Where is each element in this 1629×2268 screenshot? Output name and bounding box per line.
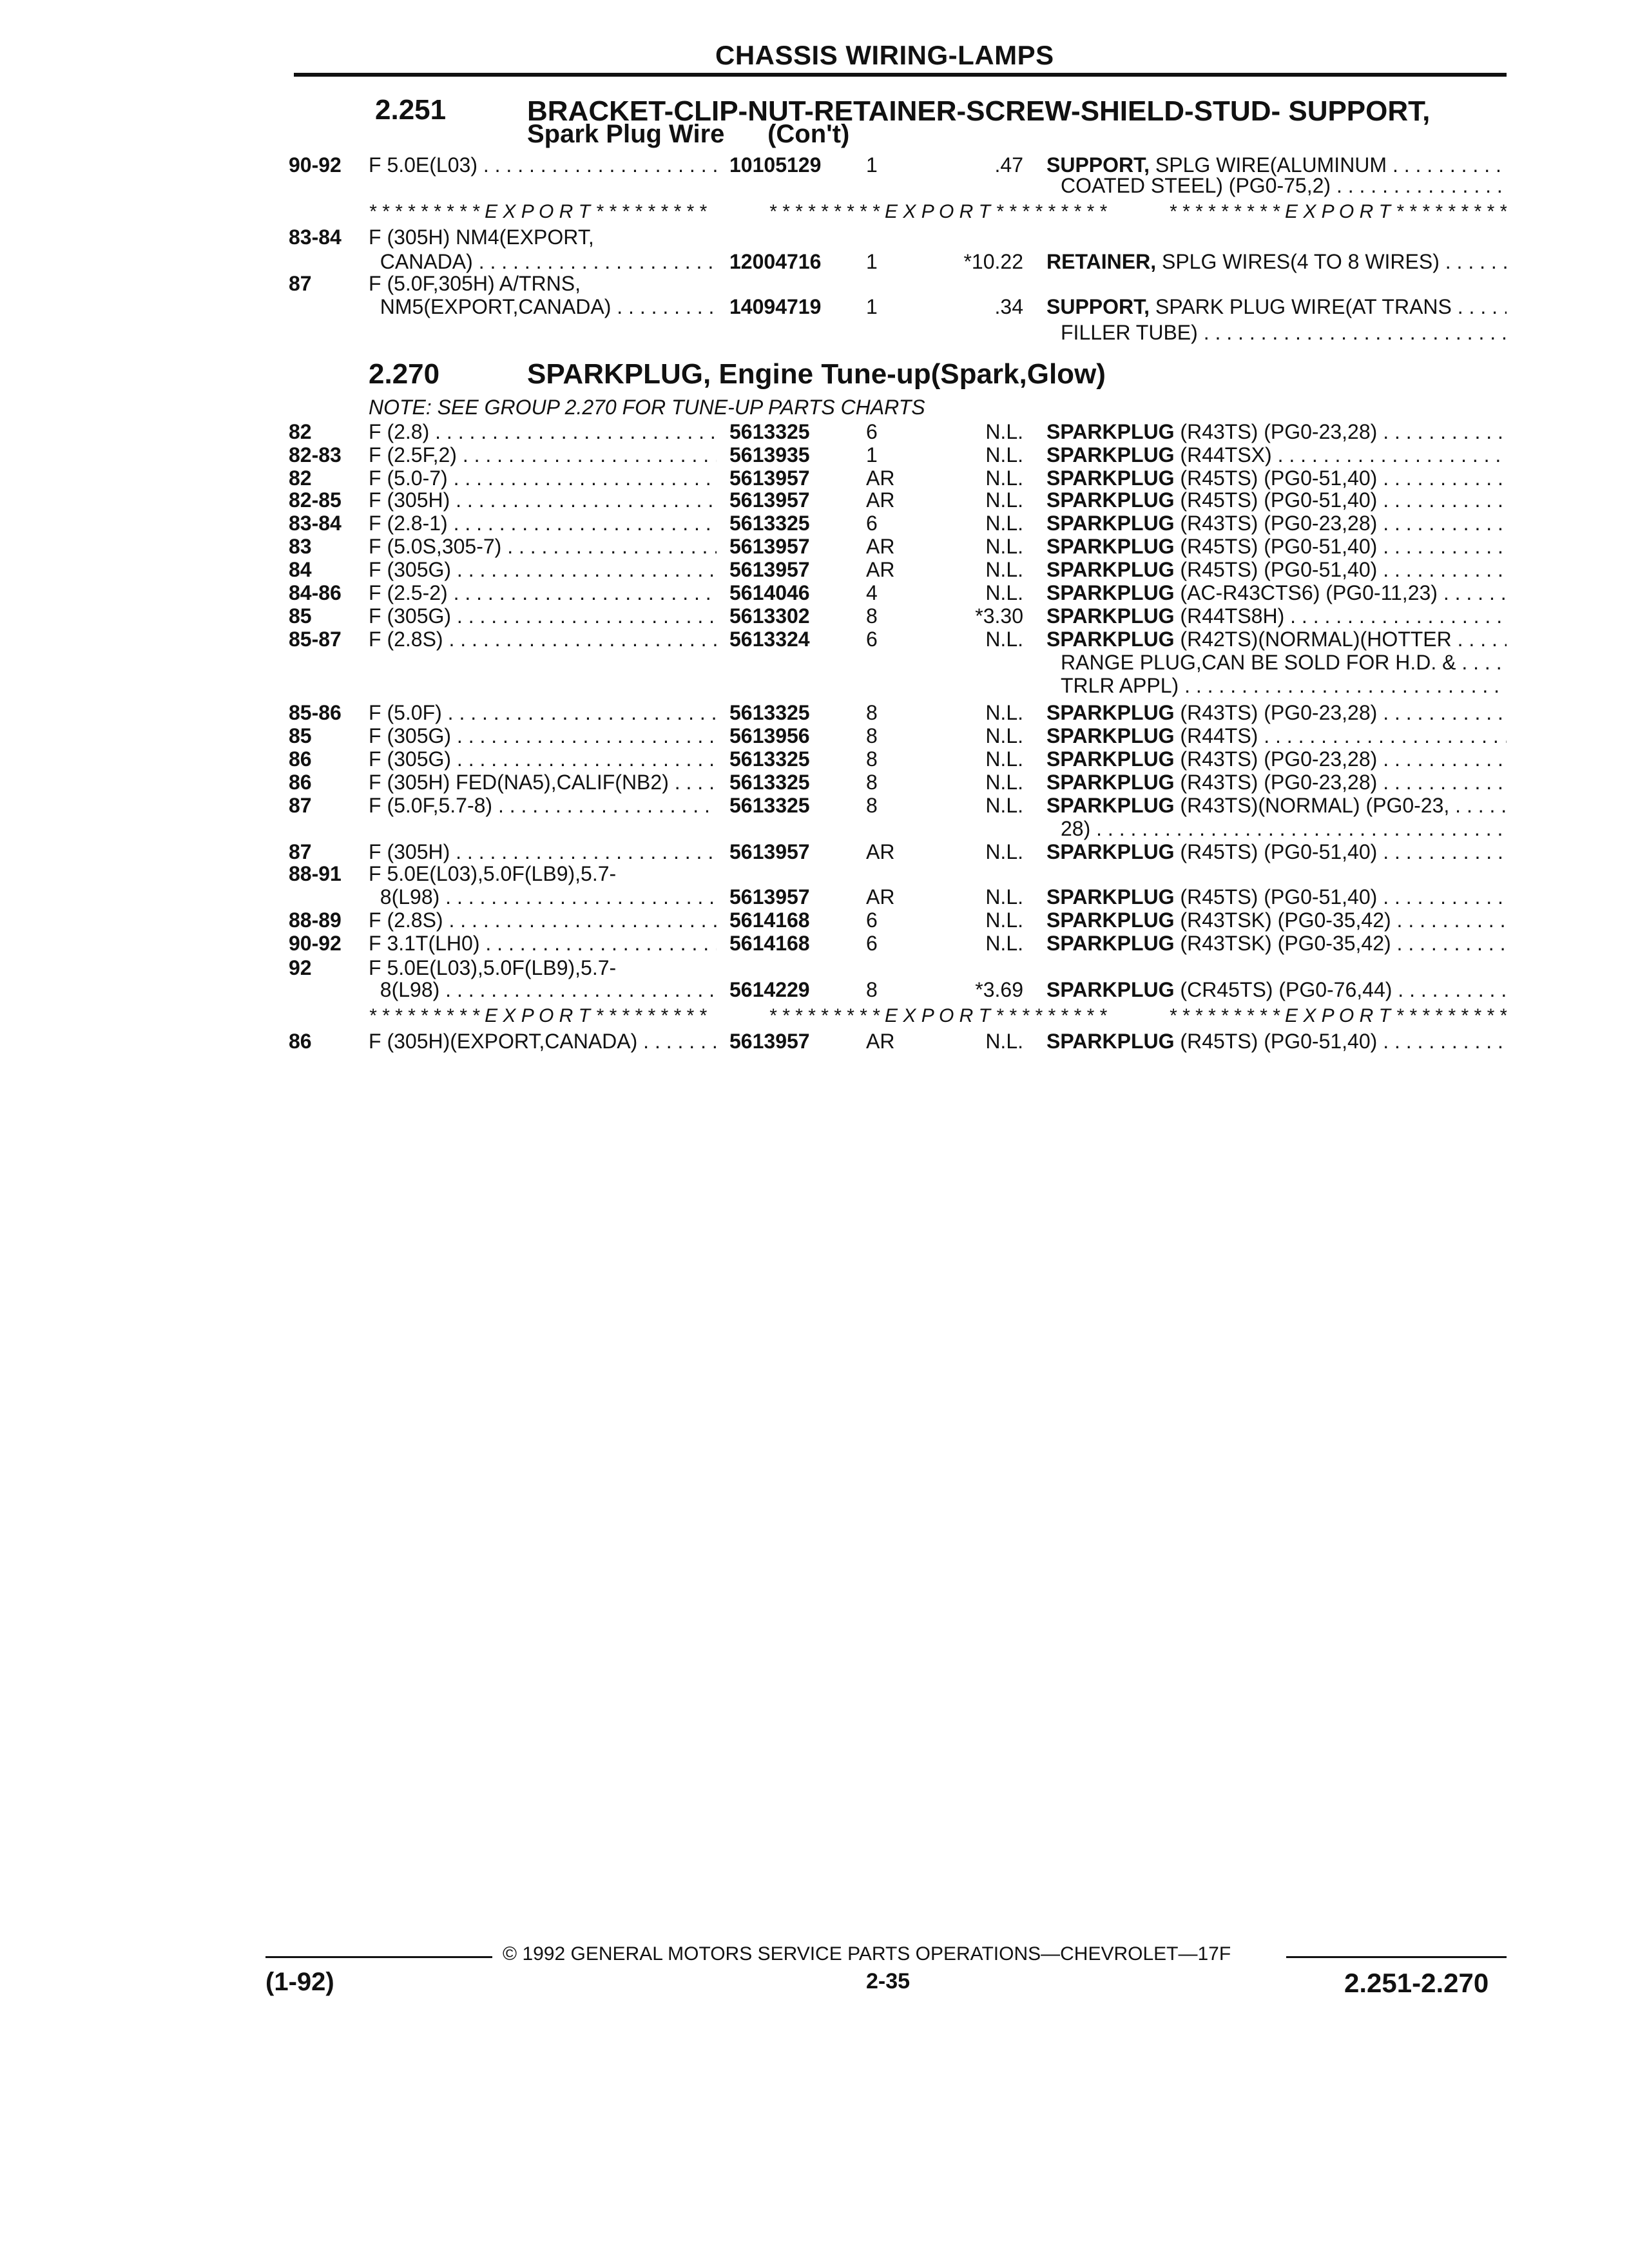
part-detail: (R43TS) (PG0-23,28) — [1174, 771, 1378, 794]
part-description — [1046, 512, 1507, 535]
part-row — [0, 628, 1629, 652]
export-label: * * * * * * * * * E X P O R T * * * * * * * * * — [1168, 201, 1507, 222]
footer-page-number: 2-35 — [866, 1969, 911, 1994]
model-years: 86 — [289, 771, 312, 794]
part-row — [0, 1030, 1629, 1054]
application-description: F (2.8-1) . . . — [369, 512, 717, 535]
part-detail: SPLG WIRES(4 TO 8 WIRES) — [1156, 250, 1440, 273]
part-description — [1046, 295, 1507, 319]
application-description: F 5.0E(L03) . . . — [369, 153, 717, 177]
price: N.L. — [985, 581, 1023, 604]
part-description-continued: RANGE PLUG,CAN BE SOLD FOR H.D. & . . . — [1061, 651, 1507, 675]
export-label: * * * * * * * * * E X P O R T * * * * * * * * * — [369, 1005, 707, 1026]
part-detail: SPARK PLUG WIRE(AT TRANS — [1150, 295, 1452, 318]
part-description — [1046, 932, 1507, 956]
page-header-title: CHASSIS WIRING-LAMPS — [715, 40, 1054, 70]
part-row — [0, 771, 1629, 795]
part-row — [0, 794, 1629, 818]
footer-section-range: 2.251-2.270 — [1344, 1968, 1489, 1998]
price: *3.30 — [975, 604, 1023, 628]
part-number: 5614229 — [729, 978, 810, 1001]
part-description — [1046, 1030, 1507, 1053]
model-years: 82-85 — [289, 488, 342, 512]
part-row — [0, 674, 1629, 698]
part-number: 5613325 — [729, 771, 810, 794]
part-row — [0, 535, 1629, 559]
price: *10.22 — [963, 250, 1023, 273]
model-years: 86 — [289, 747, 312, 771]
part-description-continued: COATED STEEL) (PG0-75,2) . . . — [1061, 174, 1507, 198]
model-years: 88-91 — [289, 862, 342, 885]
model-years: 84 — [289, 558, 312, 581]
part-number: 5613324 — [729, 628, 810, 651]
application-description: NM5(EXPORT,CANADA) . . . — [369, 295, 717, 319]
part-row — [0, 558, 1629, 582]
quantity: 1 — [866, 250, 878, 273]
part-detail: (R45TS) (PG0-51,40) — [1174, 1030, 1378, 1053]
export-divider — [369, 1005, 1507, 1028]
section-number: 2.251 — [375, 94, 447, 126]
application-description: F (305G) . . . — [369, 558, 717, 582]
part-row — [0, 272, 1629, 296]
part-number: 5613957 — [729, 466, 810, 490]
price: N.L. — [985, 466, 1023, 490]
quantity: 8 — [866, 604, 878, 628]
section-note: NOTE: SEE GROUP 2.270 FOR TUNE-UP PARTS CHARTS — [369, 396, 925, 419]
part-number: 5613325 — [729, 420, 810, 443]
part-number: 5613957 — [729, 885, 810, 908]
part-name: SUPPORT, — [1046, 295, 1150, 318]
part-row — [0, 443, 1629, 468]
application-description: F (305H) FED(NA5),CALIF(NB2) . . . — [369, 771, 717, 794]
part-detail: (R43TS) (PG0-23,28) — [1174, 747, 1378, 771]
part-description — [1046, 908, 1507, 932]
model-years: 82 — [289, 466, 312, 490]
model-years: 85-87 — [289, 628, 342, 651]
part-row — [0, 701, 1629, 726]
part-number: 10105129 — [729, 153, 822, 177]
quantity: 1 — [866, 295, 878, 318]
price: N.L. — [985, 443, 1023, 466]
part-detail: (R45TS) (PG0-51,40) — [1174, 840, 1378, 863]
quantity: AR — [866, 1030, 895, 1053]
quantity: 8 — [866, 724, 878, 747]
application-description: F 3.1T(LH0) . . . — [369, 932, 717, 956]
part-row — [0, 250, 1629, 274]
quantity: 4 — [866, 581, 878, 604]
part-number: 5613957 — [729, 1030, 810, 1053]
part-number: 5613325 — [729, 512, 810, 535]
part-name: SPARKPLUG — [1046, 794, 1175, 817]
part-detail: (R43TS) (PG0-23,28) — [1174, 512, 1378, 535]
part-description — [1046, 604, 1507, 628]
part-name: SPARKPLUG — [1046, 701, 1175, 724]
part-detail: (R44TS) — [1174, 724, 1258, 747]
footer-rule-right — [1286, 1956, 1507, 1958]
quantity: 8 — [866, 771, 878, 794]
part-description-continued: 28) . . . — [1061, 817, 1507, 841]
part-number: 5613325 — [729, 747, 810, 771]
part-name: SPARKPLUG — [1046, 488, 1175, 512]
section-title: BRACKET-CLIP-NUT-RETAINER-SCREW-SHIELD-STUD- SUPPORT, — [527, 95, 1431, 127]
part-detail: (R45TS) (PG0-51,40) — [1174, 466, 1378, 490]
part-detail: (R45TS) (PG0-51,40) — [1174, 488, 1378, 512]
part-description — [1046, 535, 1507, 559]
part-description — [1046, 581, 1507, 605]
part-name: SPARKPLUG — [1046, 466, 1175, 490]
part-description — [1046, 420, 1507, 444]
part-row — [0, 488, 1629, 513]
price: N.L. — [985, 794, 1023, 817]
price: N.L. — [985, 628, 1023, 651]
export-label: * * * * * * * * * E X P O R T * * * * * * * * * — [1168, 1005, 1507, 1026]
quantity: AR — [866, 488, 895, 512]
part-number: 5613957 — [729, 535, 810, 558]
application-description: F (305H) . . . — [369, 840, 717, 864]
header-rule — [294, 73, 1507, 77]
part-number: 5613957 — [729, 840, 810, 863]
application-description: F (2.5F,2) . . . — [369, 443, 717, 467]
part-name: SPARKPLUG — [1046, 885, 1175, 908]
price: N.L. — [985, 558, 1023, 581]
part-name: SPARKPLUG — [1046, 604, 1175, 628]
model-years: 87 — [289, 840, 312, 863]
quantity: AR — [866, 840, 895, 863]
quantity: 6 — [866, 512, 878, 535]
model-years: 85 — [289, 604, 312, 628]
price: N.L. — [985, 771, 1023, 794]
model-years: 90-92 — [289, 153, 342, 177]
part-row — [0, 581, 1629, 606]
price: N.L. — [985, 701, 1023, 724]
part-name: SPARKPLUG — [1046, 1030, 1175, 1053]
part-row — [0, 932, 1629, 956]
part-detail: (R43TS)(NORMAL) (PG0-23, — [1174, 794, 1450, 817]
application-description: F (305G) . . . — [369, 747, 717, 771]
application-description: CANADA) . . . — [369, 250, 717, 274]
section-number: 2.270 — [369, 358, 440, 390]
model-years: 86 — [289, 1030, 312, 1053]
application-description: 8(L98) . . . — [369, 978, 717, 1002]
part-detail: (R43TS) (PG0-23,28) — [1174, 701, 1378, 724]
application-description: F (305H) . . . — [369, 488, 717, 512]
part-row — [0, 321, 1629, 345]
price: N.L. — [985, 885, 1023, 908]
quantity: 6 — [866, 628, 878, 651]
price: N.L. — [985, 747, 1023, 771]
price: .47 — [994, 153, 1023, 177]
quantity: 8 — [866, 701, 878, 724]
part-row — [0, 885, 1629, 910]
part-description — [1046, 840, 1507, 864]
part-row — [0, 908, 1629, 933]
model-years: 82 — [289, 420, 312, 443]
part-row — [0, 651, 1629, 675]
part-detail: (R44TSX) — [1174, 443, 1272, 466]
part-name: SPARKPLUG — [1046, 724, 1175, 747]
part-name: RETAINER, — [1046, 250, 1157, 273]
model-years: 88-89 — [289, 908, 342, 932]
quantity: 6 — [866, 420, 878, 443]
price: N.L. — [985, 488, 1023, 512]
model-years: 82-83 — [289, 443, 342, 466]
application-description: F (2.8) . . . — [369, 420, 717, 444]
application-description: F (5.0F,305H) A/TRNS, — [369, 272, 581, 295]
part-name: SUPPORT, — [1046, 153, 1150, 177]
part-description-continued: TRLR APPL) . . . — [1061, 674, 1507, 698]
application-description: F 5.0E(L03),5.0F(LB9),5.7- — [369, 862, 617, 885]
quantity: 6 — [866, 932, 878, 955]
application-description: 8(L98) . . . — [369, 885, 717, 909]
part-number: 5613957 — [729, 558, 810, 581]
part-description — [1046, 466, 1507, 490]
export-label: * * * * * * * * * E X P O R T * * * * * * * * * — [768, 201, 1107, 222]
footer-date: (1-92) — [265, 1968, 334, 1996]
quantity: 8 — [866, 747, 878, 771]
part-description — [1046, 558, 1507, 582]
part-row — [0, 978, 1629, 1003]
part-description-continued: FILLER TUBE) . . . — [1061, 321, 1507, 345]
price: N.L. — [985, 908, 1023, 932]
price: *3.69 — [975, 978, 1023, 1001]
part-description — [1046, 701, 1507, 725]
part-detail: (R43TSK) (PG0-35,42) — [1174, 908, 1391, 932]
part-name: SPARKPLUG — [1046, 747, 1175, 771]
part-description — [1046, 747, 1507, 771]
quantity: 6 — [866, 908, 878, 932]
part-row — [0, 840, 1629, 865]
quantity: AR — [866, 466, 895, 490]
model-years: 87 — [289, 794, 312, 817]
price: .34 — [994, 295, 1023, 318]
footer-rule-left — [265, 1956, 492, 1958]
price: N.L. — [985, 1030, 1023, 1053]
part-detail: (R43TS) (PG0-23,28) — [1174, 420, 1378, 443]
price: N.L. — [985, 840, 1023, 863]
part-row — [0, 295, 1629, 320]
quantity: 1 — [866, 153, 878, 177]
part-number: 5613956 — [729, 724, 810, 747]
price: N.L. — [985, 535, 1023, 558]
application-description: F (2.8S) . . . — [369, 908, 717, 932]
application-description: F 5.0E(L03),5.0F(LB9),5.7- — [369, 956, 617, 979]
model-years: 83 — [289, 535, 312, 558]
part-number: 5613302 — [729, 604, 810, 628]
part-row — [0, 747, 1629, 772]
part-row — [0, 956, 1629, 981]
part-row — [0, 817, 1629, 841]
part-row — [0, 466, 1629, 491]
part-name: SPARKPLUG — [1046, 512, 1175, 535]
model-years: 85 — [289, 724, 312, 747]
part-row — [0, 174, 1629, 198]
part-detail: (AC-R43CTS6) (PG0-11,23) — [1174, 581, 1438, 604]
part-row — [0, 724, 1629, 749]
part-name: SPARKPLUG — [1046, 628, 1175, 651]
part-detail: (R44TS8H) — [1174, 604, 1285, 628]
part-description — [1046, 250, 1507, 274]
model-years: 92 — [289, 956, 312, 979]
application-description: F (2.5-2) . . . — [369, 581, 717, 605]
part-name: SPARKPLUG — [1046, 771, 1175, 794]
part-name: SPARKPLUG — [1046, 978, 1175, 1001]
part-number: 5613935 — [729, 443, 810, 466]
quantity: 8 — [866, 794, 878, 817]
part-number: 12004716 — [729, 250, 822, 273]
part-name: SPARKPLUG — [1046, 535, 1175, 558]
quantity: AR — [866, 535, 895, 558]
price: N.L. — [985, 724, 1023, 747]
application-description: F (305H)(EXPORT,CANADA) . . . — [369, 1030, 717, 1053]
quantity: 1 — [866, 443, 878, 466]
part-description — [1046, 724, 1507, 748]
export-label: * * * * * * * * * E X P O R T * * * * * * * * * — [369, 201, 707, 222]
part-row — [0, 862, 1629, 887]
model-years: 83-84 — [289, 512, 342, 535]
part-detail: (R45TS) (PG0-51,40) — [1174, 535, 1378, 558]
model-years: 90-92 — [289, 932, 342, 955]
part-name: SPARKPLUG — [1046, 443, 1175, 466]
quantity: AR — [866, 558, 895, 581]
part-description — [1046, 771, 1507, 794]
part-detail: (CR45TS) (PG0-76,44) — [1174, 978, 1393, 1001]
part-description — [1046, 628, 1507, 651]
application-description: F (5.0-7) . . . — [369, 466, 717, 490]
part-name: SPARKPLUG — [1046, 840, 1175, 863]
model-years: 85-86 — [289, 701, 342, 724]
application-description: F (5.0S,305-7) . . . — [369, 535, 717, 559]
application-description: F (5.0F,5.7-8) . . . — [369, 794, 717, 818]
section-title: SPARKPLUG, Engine Tune-up(Spark,Glow) — [527, 358, 1106, 390]
part-number: 5614168 — [729, 932, 810, 955]
part-description — [1046, 488, 1507, 512]
section-subtitle: Spark Plug Wire (Con't) — [527, 120, 850, 148]
application-description: F (305G) . . . — [369, 724, 717, 748]
application-description: F (305H) NM4(EXPORT, — [369, 226, 594, 249]
part-description — [1046, 794, 1507, 818]
part-row — [0, 604, 1629, 629]
part-name: SPARKPLUG — [1046, 558, 1175, 581]
part-detail: (R45TS) (PG0-51,40) — [1174, 558, 1378, 581]
part-row — [0, 420, 1629, 445]
part-name: SPARKPLUG — [1046, 908, 1175, 932]
price: N.L. — [985, 932, 1023, 955]
part-number: 5613325 — [729, 701, 810, 724]
part-detail: (R42TS)(NORMAL)(HOTTER — [1174, 628, 1452, 651]
price: N.L. — [985, 420, 1023, 443]
part-detail: (R45TS) (PG0-51,40) — [1174, 885, 1378, 908]
quantity: 8 — [866, 978, 878, 1001]
part-number: 5613957 — [729, 488, 810, 512]
application-description: F (2.8S) . . . — [369, 628, 717, 651]
export-divider — [369, 201, 1507, 224]
part-row — [0, 226, 1629, 250]
part-detail: SPLG WIRE(ALUMINUM — [1150, 153, 1387, 177]
quantity: AR — [866, 885, 895, 908]
part-number: 5613325 — [729, 794, 810, 817]
model-years: 87 — [289, 272, 312, 295]
price: N.L. — [985, 512, 1023, 535]
part-name: SPARKPLUG — [1046, 932, 1175, 955]
model-years: 83-84 — [289, 226, 342, 249]
footer-copyright: © 1992 GENERAL MOTORS SERVICE PARTS OPERATIONS—CHEVROLET—17F — [503, 1943, 1231, 1965]
part-number: 5614168 — [729, 908, 810, 932]
export-label: * * * * * * * * * E X P O R T * * * * * * * * * — [768, 1005, 1107, 1026]
part-row — [0, 512, 1629, 536]
part-number: 14094719 — [729, 295, 822, 318]
model-years: 84-86 — [289, 581, 342, 604]
part-name: SPARKPLUG — [1046, 581, 1175, 604]
application-description: F (5.0F) . . . — [369, 701, 717, 725]
part-number: 5614046 — [729, 581, 810, 604]
part-description — [1046, 978, 1507, 1002]
application-description: F (305G) . . . — [369, 604, 717, 628]
part-description — [1046, 885, 1507, 909]
part-detail: (R43TSK) (PG0-35,42) — [1174, 932, 1391, 955]
part-description — [1046, 443, 1507, 467]
part-name: SPARKPLUG — [1046, 420, 1175, 443]
